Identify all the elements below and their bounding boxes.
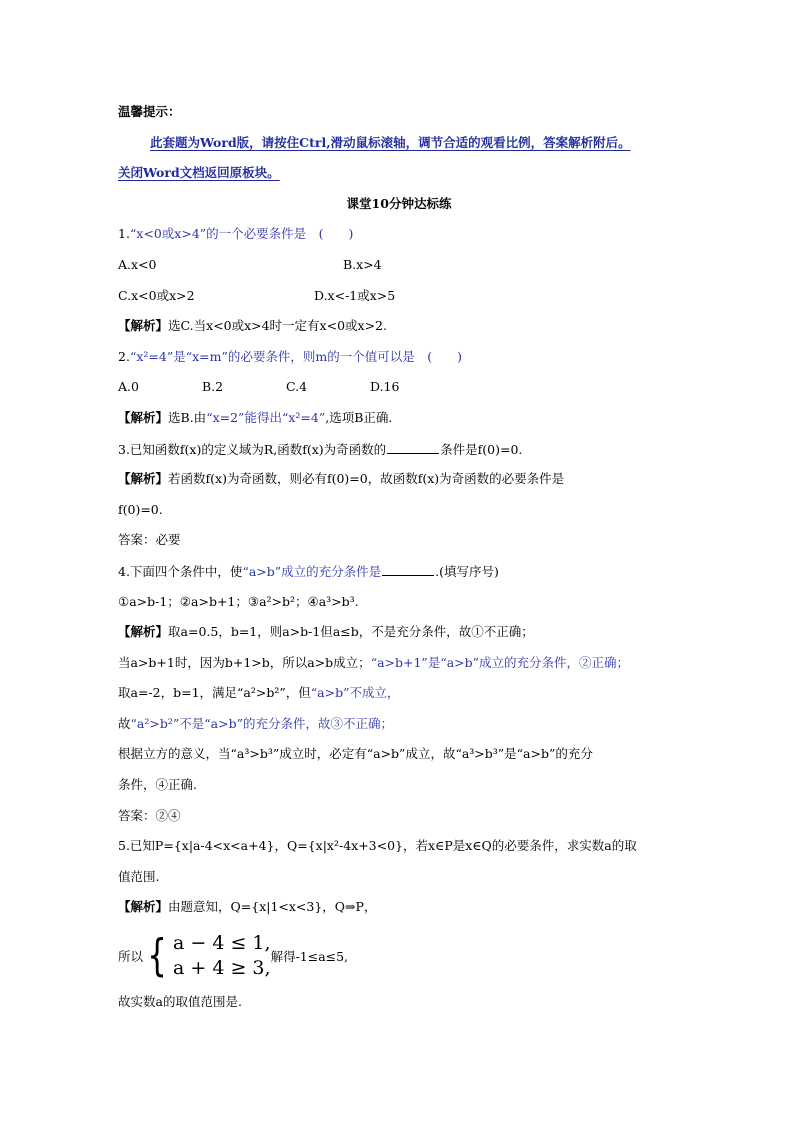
q2-option-a: A.0 [118, 379, 139, 395]
q2-option-b: B.2 [202, 379, 224, 395]
q3-analysis-tag: 【解析】 [118, 471, 169, 487]
q1-options-row2 [118, 286, 680, 306]
q5-stem-line2: 值范围. [118, 868, 160, 884]
q2-number: 2. [118, 348, 130, 364]
q5-analysis-line1 [118, 897, 680, 917]
q4-analysis-text2b: “a>b+1”是“a>b”成立的充分条件，②正确； [370, 654, 630, 670]
q2-stem [118, 347, 680, 367]
q4-analysis-line3 [118, 683, 680, 703]
q4-stem-b: “a>b”成立的充分条件是 [242, 563, 382, 579]
q2-option-d: D.16 [370, 379, 400, 395]
q1-option-b: B.x>4 [343, 256, 382, 272]
q1-analysis-text: 选C.当x<0或x>4时一定有x<0或x>2. [168, 318, 387, 334]
q2-options [118, 377, 680, 397]
q4-stem-a: 4.下面四个条件中，使 [118, 563, 243, 579]
q1-option-a: A.x<0 [118, 256, 157, 272]
q4-stem [118, 561, 680, 581]
q5-so: 所以 [118, 949, 144, 965]
tips-title: 温馨提示： [118, 104, 181, 119]
q3-analysis-text: 若函数f(x)为奇函数，则必有f(0)=0，故函数f(x)为奇函数的必要条件是 [168, 471, 565, 487]
q3-stem-b: 条件是f(0)=0. [440, 441, 523, 457]
q5-system-equations [173, 931, 271, 981]
q5-analysis-tag: 【解析】 [118, 899, 169, 915]
section-title: 课堂10分钟达标练 [346, 195, 452, 211]
left-brace-icon: { [147, 930, 167, 982]
q2-analysis [118, 408, 680, 428]
document-page [118, 102, 680, 1023]
q5-stem-line1: 5.已知P={x|a-4<x<a+4}，Q={x|x²-4x+3<0}，若x∈P是x∈Q的必要条件，求实数a的取 [118, 838, 637, 854]
q1-analysis-tag: 【解析】 [118, 318, 169, 334]
q4-answer: 答案：②④ [118, 807, 181, 823]
q4-analysis-text1: 取a=0.5，b=1，则a>b-1但a≤b，不是充分条件，故①不正确； [168, 624, 534, 640]
q2-option-c: C.4 [286, 379, 308, 395]
q5-eq1: a − 4 ≤ 1, [173, 932, 271, 955]
q5-solve: 解得-1≤a≤5, [270, 949, 349, 965]
tips-line-2: 关闭Word文档返回原板块。 [118, 165, 280, 181]
q4-analysis-line5: 根据立方的意义，当“a³>b³”成立时，必定有“a>b”成立，故“a³>b³”是“a>b”的充分 [118, 746, 593, 762]
q1-option-c: C.x<0或x>2 [118, 287, 195, 303]
q3-analysis-line2: f(0)=0. [118, 501, 163, 517]
q5-eq2: a + 4 ≥ 3, [173, 957, 271, 980]
q2-analysis-tag: 【解析】 [118, 409, 169, 425]
q5-analysis-text1: 由题意知，Q={x|1<x<3}，Q⇒P， [168, 899, 377, 915]
tips-line-1: 此套题为Word版，请按住Ctrl,滑动鼠标滚轴，调节合适的观看比例，答案解析附后。 [150, 134, 631, 150]
q1-text: “x<0或x>4”的一个必要条件是 ( ) [129, 226, 354, 242]
q5-conclusion: 故实数a的取值范围是. [118, 994, 242, 1010]
q3-stem-a: 3.已知函数f(x)的定义域为R,函数f(x)为奇函数的 [118, 441, 387, 457]
q4-analysis-text3b: “a>b”不成立， [310, 685, 400, 701]
q1-analysis [118, 316, 680, 336]
q4-analysis-text4b: “a²>b²”不是“a>b”的充分条件，故③不正确； [130, 715, 393, 731]
q1-number: 1. [118, 226, 130, 242]
q4-analysis-line4 [118, 714, 680, 734]
q1-stem [118, 224, 680, 244]
q3-stem [118, 439, 680, 459]
q2-analysis-a: 选B.由 [168, 409, 207, 425]
q4-blank [382, 561, 434, 576]
q4-options: ①a>b-1；②a>b+1；③a²>b²；④a³>b³. [118, 593, 359, 609]
q2-analysis-c: ,选项B正确. [325, 409, 393, 425]
q1-option-d: D.x<-1或x>5 [314, 287, 396, 303]
q4-analysis-text2a: 当a>b+1时，因为b+1>b，所以a>b成立； [118, 654, 371, 670]
q4-analysis-text3a: 取a=-2，b=1，满足“a²>b²”，但 [118, 685, 311, 701]
q4-analysis-line6: 条件，④正确. [118, 777, 197, 793]
q4-analysis-line2 [118, 653, 680, 673]
q2-text: “x²=4”是“x=m”的必要条件，则m的一个值可以是 ( ) [129, 348, 462, 364]
q3-blank [387, 439, 439, 454]
q4-analysis-tag: 【解析】 [118, 624, 169, 640]
q4-analysis-line1 [118, 622, 680, 642]
q3-answer: 答案：必要 [118, 532, 181, 548]
q2-analysis-b: “x=2”能得出“x²=4” [206, 409, 326, 425]
q1-options-row1 [118, 255, 680, 275]
q5-inequality-system [118, 928, 680, 984]
q4-stem-c: .(填写序号) [435, 563, 499, 579]
q3-analysis-line1 [118, 469, 680, 489]
q4-analysis-text4a: 故 [118, 715, 131, 731]
